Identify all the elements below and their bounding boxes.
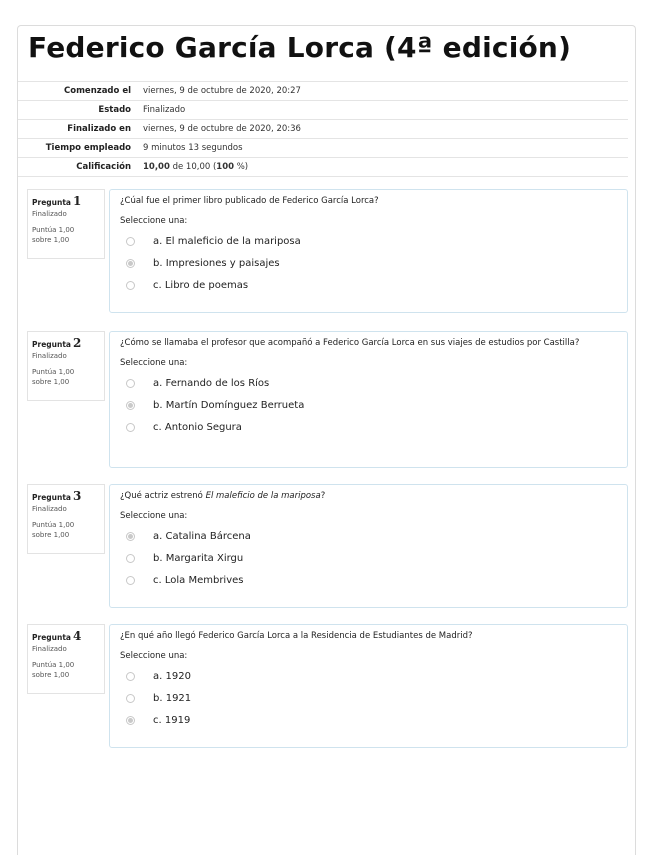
radio-button-selected[interactable]: [126, 401, 135, 410]
radio-button-selected[interactable]: [126, 259, 135, 268]
radio-button-selected[interactable]: [126, 716, 135, 725]
question-status: Finalizado: [32, 210, 67, 218]
answer-label: b. Margarita Xirgu: [153, 552, 244, 564]
answer-label: b. Martín Domínguez Berrueta: [153, 399, 305, 411]
question-status: Finalizado: [32, 352, 67, 360]
summary-label: Comenzado el: [18, 82, 138, 101]
question-max: sobre 1,00: [32, 236, 70, 244]
question-content: [109, 624, 628, 748]
radio-button[interactable]: [126, 672, 135, 681]
question-info: [27, 189, 105, 259]
question-number: [32, 336, 100, 350]
answer-option[interactable]: [120, 665, 617, 687]
summary-row-grade: [18, 158, 628, 177]
grade-close: %): [236, 162, 249, 172]
question-number: [32, 489, 100, 503]
question-num: 3: [72, 489, 82, 503]
radio-button-selected[interactable]: [126, 532, 135, 541]
question-text: ¿Cómo se llamaba el profesor que acompañó a Federico García Lorca en sus viajes de estudios por Castilla?: [120, 338, 580, 348]
answer-label: a. Fernando de los Ríos: [153, 377, 270, 389]
summary-value: viernes, 9 de octubre de 2020, 20:36: [138, 120, 628, 139]
answer-option[interactable]: [120, 230, 617, 252]
question-points: Puntúa 1,00: [32, 368, 75, 376]
summary-label: Tiempo empleado: [18, 139, 138, 158]
answer-label: c. Antonio Segura: [153, 421, 242, 433]
question-max: sobre 1,00: [32, 531, 70, 539]
answer-option[interactable]: [120, 252, 617, 274]
answer-label: a. El maleficio de la mariposa: [153, 235, 301, 247]
question-content: [109, 189, 628, 313]
grade-percent: 100: [216, 162, 235, 172]
question-text-post: ?: [320, 491, 326, 501]
answer-option[interactable]: [120, 547, 617, 569]
question-status: Finalizado: [32, 645, 67, 653]
question-info: [27, 624, 105, 694]
question-text-title: El maleficio de la mariposa: [205, 491, 321, 501]
answer-option[interactable]: [120, 687, 617, 709]
question-label: Pregunta: [32, 493, 71, 502]
question-max: sobre 1,00: [32, 378, 70, 386]
answer-option[interactable]: [120, 394, 617, 416]
question-content: [109, 484, 628, 608]
radio-button[interactable]: [126, 423, 135, 432]
question-text: ¿Cúal fue el primer libro publicado de Federico García Lorca?: [120, 196, 379, 206]
answer-prompt: Seleccione una:: [120, 511, 188, 521]
radio-button[interactable]: [126, 554, 135, 563]
summary-label: Calificación: [18, 158, 138, 177]
question-num: 4: [72, 629, 82, 643]
radio-button[interactable]: [126, 576, 135, 585]
question-max: sobre 1,00: [32, 671, 70, 679]
question-text-pre: ¿Qué actriz estrenó: [120, 491, 206, 501]
question-number: [32, 629, 100, 643]
question-num: 1: [72, 194, 82, 208]
question-info: [27, 331, 105, 401]
question-label: Pregunta: [32, 340, 71, 349]
answer-prompt: Seleccione una:: [120, 651, 188, 661]
question-content: [109, 331, 628, 468]
answer-label: c. Libro de poemas: [153, 279, 249, 291]
question-num: 2: [72, 336, 82, 350]
question-label: Pregunta: [32, 633, 71, 642]
answer-label: b. 1921: [153, 692, 192, 704]
answer-label: a. 1920: [153, 670, 191, 682]
question-info: [27, 484, 105, 554]
question-points: Puntúa 1,00: [32, 226, 75, 234]
attempt-summary-table: [18, 81, 628, 177]
summary-row-finished: [18, 120, 628, 139]
radio-button[interactable]: [126, 281, 135, 290]
summary-value: 9 minutos 13 segundos: [138, 139, 628, 158]
question-status: Finalizado: [32, 505, 67, 513]
answer-option[interactable]: [120, 274, 617, 296]
summary-row-started: [18, 82, 628, 101]
radio-button[interactable]: [126, 694, 135, 703]
answer-label: a. Catalina Bárcena: [153, 530, 251, 542]
answer-option[interactable]: [120, 416, 617, 438]
answer-option[interactable]: [120, 569, 617, 591]
quiz-review-page: [17, 25, 636, 855]
grade-of: de 10,00 (: [172, 162, 217, 172]
answer-label: c. 1919: [153, 714, 191, 726]
answer-prompt: Seleccione una:: [120, 358, 188, 368]
answer-label: c. Lola Membrives: [153, 574, 244, 586]
summary-label: Estado: [18, 101, 138, 120]
summary-label: Finalizado en: [18, 120, 138, 139]
grade-score: 10,00: [143, 162, 170, 172]
page-title: Federico García Lorca (4ª edición): [28, 31, 572, 64]
grade-value: [138, 158, 628, 177]
question-text: ¿En qué año llegó Federico García Lorca a la Residencia de Estudiantes de Madrid?: [120, 631, 473, 641]
question-points: Puntúa 1,00: [32, 521, 75, 529]
question-text: [120, 491, 617, 502]
question-number: [32, 194, 100, 208]
answer-option[interactable]: [120, 709, 617, 731]
question-grade: [32, 660, 100, 680]
question-points: Puntúa 1,00: [32, 661, 75, 669]
summary-value: Finalizado: [138, 101, 628, 120]
question-grade: [32, 367, 100, 387]
question-grade: [32, 225, 100, 245]
answer-option[interactable]: [120, 525, 617, 547]
summary-row-state: [18, 101, 628, 120]
question-grade: [32, 520, 100, 540]
radio-button[interactable]: [126, 379, 135, 388]
radio-button[interactable]: [126, 237, 135, 246]
answer-label: b. Impresiones y paisajes: [153, 257, 280, 269]
summary-value: viernes, 9 de octubre de 2020, 20:27: [138, 82, 628, 101]
summary-row-time: [18, 139, 628, 158]
answer-option[interactable]: [120, 372, 617, 394]
question-label: Pregunta: [32, 198, 71, 207]
answer-prompt: Seleccione una:: [120, 216, 188, 226]
